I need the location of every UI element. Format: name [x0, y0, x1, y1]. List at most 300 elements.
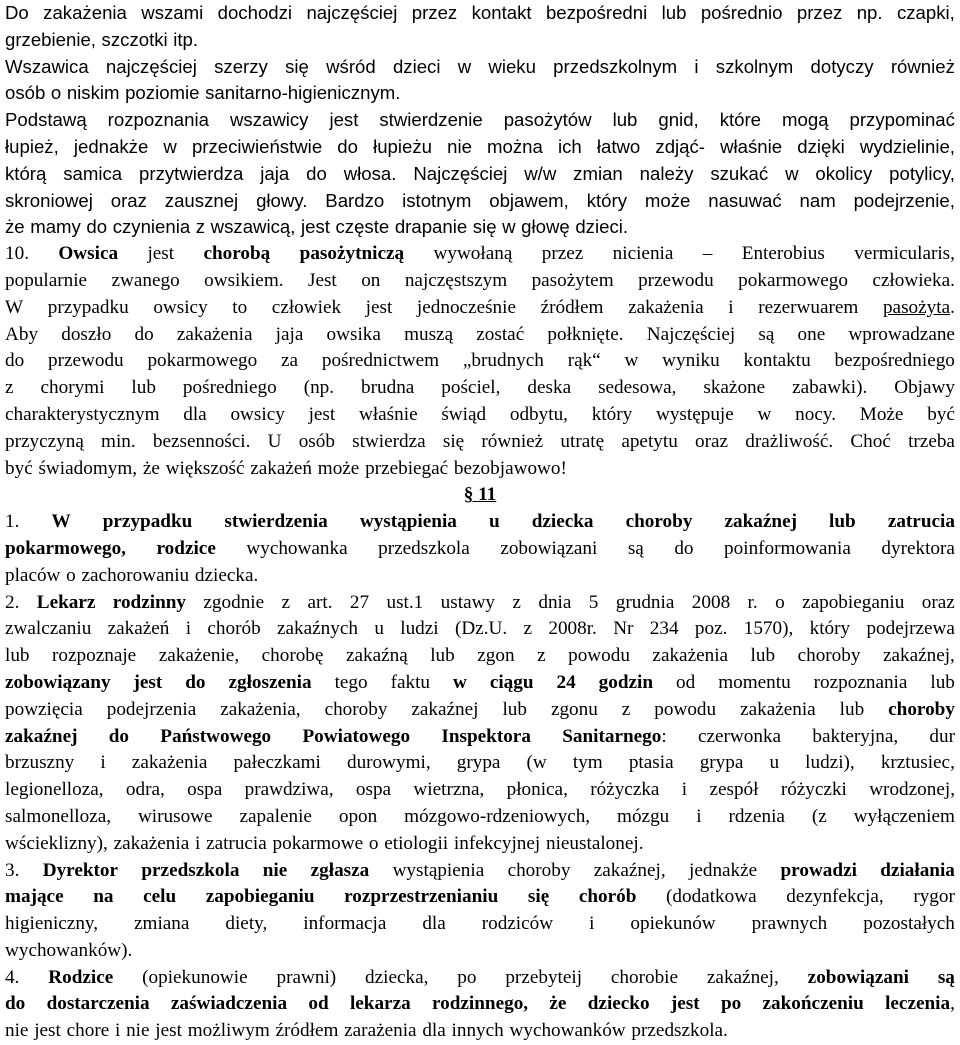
word-text: osób [5, 82, 46, 104]
word [613, 616, 633, 643]
word-text: innych [451, 1020, 504, 1042]
word-text: pośrednio [700, 2, 783, 23]
word [621, 429, 677, 456]
word [927, 402, 955, 429]
word [744, 616, 794, 643]
word [5, 697, 83, 724]
word [304, 375, 334, 402]
word [938, 965, 955, 992]
word [488, 54, 536, 81]
word-text: mózgu [617, 805, 670, 827]
word-text: przyczyną [5, 430, 84, 452]
word-text: dzięki [797, 135, 845, 157]
word-text: dzieci. [575, 216, 629, 238]
word-text: jednakże [73, 135, 149, 157]
word [5, 295, 23, 322]
word [573, 750, 603, 777]
word [306, 161, 327, 188]
word-text: przytwierdza [139, 162, 244, 184]
word-text: pośredniego [182, 377, 277, 399]
word [638, 268, 714, 295]
text-line [5, 536, 955, 563]
word-text: pasożytem [531, 269, 614, 291]
word-text: stwierdzenia [224, 511, 328, 533]
word [5, 670, 111, 697]
word [850, 107, 955, 134]
word [52, 643, 136, 670]
word [869, 777, 955, 804]
word [489, 509, 500, 536]
word [579, 884, 637, 911]
word [5, 590, 19, 617]
word [573, 161, 623, 188]
word-text: rodzice [156, 537, 216, 559]
word [814, 670, 908, 697]
word [301, 214, 330, 241]
word-text: zakażenia [176, 323, 253, 345]
word-text: bezsenności. [152, 430, 251, 452]
word-text: rozpoznania [813, 671, 908, 693]
word [143, 456, 160, 483]
word-text: dezynfekcja, [786, 886, 884, 908]
word [742, 241, 825, 268]
word-text: r. [747, 591, 758, 613]
word-text: lub [502, 698, 527, 720]
word-text: min. [101, 430, 136, 452]
word-text: również [890, 55, 955, 77]
word [588, 991, 650, 1018]
word [344, 1018, 416, 1045]
word-text: lub [5, 645, 30, 667]
text-line [5, 80, 955, 107]
word [411, 697, 478, 724]
word-text: np. [856, 2, 883, 23]
word-text: 10. [5, 243, 29, 265]
word [751, 643, 776, 670]
word [5, 911, 98, 938]
text-line [5, 348, 955, 375]
word-text: i [728, 296, 734, 318]
word-text: stwierdza [352, 430, 426, 452]
word [311, 858, 370, 885]
word-text: który [591, 403, 633, 425]
word-text: podejrzenie, [853, 189, 955, 211]
word [562, 724, 667, 751]
word-text: oraz [695, 430, 729, 452]
word-text: rodzinny [112, 591, 187, 613]
word-text: (Dz.U. [454, 618, 508, 640]
word-text: pokarmowego [738, 269, 848, 291]
word-text: przebiegać [365, 457, 449, 479]
word [113, 214, 191, 241]
word-text: przypadku [47, 296, 129, 318]
word [897, 0, 955, 27]
word-text: z [281, 591, 291, 613]
word [203, 241, 270, 268]
word [834, 348, 954, 375]
word [589, 590, 599, 617]
word [464, 482, 497, 509]
word [268, 429, 282, 456]
word [656, 402, 734, 429]
word [335, 670, 368, 697]
word-text: do [5, 993, 26, 1015]
word [214, 54, 268, 81]
word-text: z [5, 377, 14, 399]
word-text: 1. [5, 511, 20, 533]
word-text: lub [430, 645, 455, 667]
word [611, 965, 678, 992]
word [352, 429, 426, 456]
word-text: § 11 [463, 484, 497, 506]
word-text: do [108, 725, 130, 747]
text-line [5, 777, 955, 804]
word [356, 777, 391, 804]
word-text: się [527, 886, 550, 908]
word [139, 161, 243, 188]
word [502, 214, 515, 241]
word-text: jest [670, 993, 700, 1015]
word [866, 616, 954, 643]
word [272, 295, 341, 322]
word-text: i [194, 832, 201, 854]
word [188, 1018, 270, 1045]
word-text: pośrednictwem [321, 350, 440, 372]
word [463, 348, 544, 375]
word-text: trzeba [908, 430, 955, 452]
word [378, 536, 470, 563]
word [840, 697, 865, 724]
word [628, 536, 644, 563]
word [472, 0, 532, 27]
word [273, 831, 364, 858]
word [302, 724, 410, 751]
word-text: kontaktu [743, 350, 811, 372]
word [206, 831, 267, 858]
word [102, 27, 168, 54]
word [404, 804, 590, 831]
word [5, 750, 74, 777]
word [157, 536, 216, 563]
word-text: jednocześnie [416, 296, 516, 318]
word [709, 777, 758, 804]
word-text: W [51, 511, 71, 533]
word-text: który [809, 618, 851, 640]
word [781, 858, 857, 885]
word [599, 670, 653, 697]
word [309, 402, 336, 429]
word-text: itp. [173, 28, 199, 50]
word-text: różyczka [590, 779, 660, 801]
word [575, 214, 628, 241]
word-text: przewodu [638, 269, 714, 291]
word-text: nie [5, 1020, 29, 1042]
word [386, 590, 423, 617]
word [112, 268, 180, 295]
word-text: sedesowa, [598, 377, 677, 399]
text-line [5, 991, 955, 1018]
word [628, 295, 704, 322]
word-text: u [374, 618, 384, 640]
word-text: zakaźnej, [593, 859, 666, 881]
word [701, 0, 783, 27]
word-text: może [644, 189, 691, 211]
word [166, 456, 245, 483]
word-text: zausznej [164, 189, 239, 211]
word [728, 295, 733, 322]
word-text: on [361, 269, 381, 291]
word-text: źródłem [275, 1020, 339, 1042]
word [537, 643, 546, 670]
word [5, 107, 87, 134]
word [510, 402, 568, 429]
word-text: przypominać [849, 109, 955, 131]
word-text: zakaźnych [277, 618, 358, 640]
word-text: oraz [921, 591, 955, 613]
word-text: owsicy [153, 296, 208, 318]
word [422, 1018, 445, 1045]
word [703, 375, 765, 402]
word-text: 3. [5, 859, 20, 881]
word-text: drapanie [394, 216, 468, 238]
word [239, 804, 311, 831]
text-line [5, 456, 955, 483]
word-text: owsikiem. [204, 269, 284, 291]
word-text: świadomym, [38, 457, 138, 479]
word-text: pozostałych [863, 913, 955, 935]
word [277, 965, 337, 992]
word [400, 616, 438, 643]
word-text: chorobie [610, 966, 679, 988]
word-text: występuje [655, 403, 734, 425]
word-text: (w [526, 752, 547, 774]
word-text: zakażenia, [220, 698, 301, 720]
word [510, 1018, 626, 1045]
word-text: zobowiązani [500, 537, 598, 559]
word [505, 965, 582, 992]
word-text: salmonelloza, [5, 805, 112, 827]
word-text: Choć [850, 430, 891, 452]
word [716, 54, 794, 81]
word [276, 322, 304, 349]
word [322, 348, 439, 375]
word [405, 268, 507, 295]
word [5, 134, 59, 161]
word-text: 2. [5, 591, 20, 613]
word [326, 54, 376, 81]
word-text: przedszkola [141, 859, 240, 881]
word [507, 777, 568, 804]
word-text: głowy. [256, 189, 308, 211]
word-text: ospa [187, 779, 223, 801]
word [5, 536, 126, 563]
word [908, 429, 955, 456]
word-text: zapobieganiu [802, 591, 905, 613]
word [374, 616, 384, 643]
word [597, 134, 640, 161]
word [225, 911, 267, 938]
word-text: 2008r. [548, 618, 597, 640]
word [402, 188, 471, 215]
word-text: higieniczny, [5, 913, 99, 935]
word [758, 295, 858, 322]
word [67, 1018, 110, 1045]
word [655, 134, 705, 161]
word [134, 670, 163, 697]
word [336, 214, 390, 241]
word-text: w [453, 671, 467, 693]
word-text: zmiana [134, 913, 190, 935]
word-text: rodzinnego, [431, 993, 529, 1015]
word-text: zakażenia [628, 296, 704, 318]
word [613, 241, 674, 268]
word [487, 134, 543, 161]
word [829, 509, 856, 536]
word [306, 0, 397, 27]
word-text: czapki, [896, 2, 955, 23]
word-text: można [487, 135, 543, 157]
word [700, 750, 744, 777]
word-text: zgłasza [310, 859, 370, 881]
word-text: faktu [390, 671, 431, 693]
word-text: zobowiązany [5, 671, 111, 693]
word-text: z [621, 698, 631, 720]
word-text: w [624, 350, 639, 372]
word-text: prawni) [276, 966, 337, 988]
word [443, 429, 464, 456]
word [922, 590, 955, 617]
word [82, 563, 190, 590]
word-text: od [676, 671, 696, 693]
word-text: wystąpienia [392, 859, 485, 881]
word-text: 234 [649, 618, 679, 640]
word [682, 777, 687, 804]
word-text: wszawicy [229, 109, 309, 131]
word [365, 965, 428, 992]
word-text: być [5, 457, 33, 479]
word-text: od [308, 993, 329, 1015]
text-line [5, 27, 955, 54]
word [626, 509, 693, 536]
word-text: ptasia [628, 752, 674, 774]
word-text: wyłączeniem [853, 805, 955, 827]
word-text: przez [541, 243, 584, 265]
word-text: zakażenie, [158, 645, 240, 667]
word-text: legionelloza, [5, 779, 104, 801]
word-text: U [267, 430, 282, 452]
word [630, 911, 715, 938]
text-line [5, 241, 955, 268]
word-text: – [702, 243, 713, 265]
word [725, 509, 797, 536]
word [224, 509, 327, 536]
word [250, 456, 312, 483]
word [553, 54, 677, 81]
word [785, 161, 798, 188]
word-text: o [66, 564, 76, 586]
word [308, 991, 328, 1018]
word [453, 670, 467, 697]
word-text: u [769, 752, 780, 774]
word [391, 670, 430, 697]
word-text: zgodnie [203, 591, 265, 613]
word [616, 590, 675, 617]
word [441, 724, 531, 751]
word [143, 884, 176, 911]
word-text: (np. [303, 377, 335, 399]
word [489, 188, 569, 215]
word-text: wrodzonej, [869, 779, 955, 801]
word-text: osób [298, 430, 335, 452]
word [888, 509, 955, 536]
word [220, 697, 300, 724]
word-text: drażliwość. [745, 430, 834, 452]
word-text: rozpoznania [107, 109, 209, 131]
word-text: ospa [355, 779, 392, 801]
word-text: dyrektora [881, 537, 955, 559]
word-text: skroniowej [5, 189, 93, 211]
word [532, 509, 594, 536]
word [808, 965, 909, 992]
word-text: nicienia [612, 243, 674, 265]
word-text: informacja [303, 913, 387, 935]
word [373, 134, 432, 161]
word-text: szkolnym [715, 55, 794, 77]
word-text: bezobjawowo! [453, 457, 567, 479]
word [676, 670, 695, 697]
word [171, 991, 287, 1018]
text-line [5, 965, 955, 992]
word [61, 322, 111, 349]
word [883, 643, 955, 670]
word-text: nie [126, 1020, 150, 1042]
word [645, 188, 690, 215]
word-text: jaja [260, 162, 290, 184]
word-text: i [696, 805, 702, 827]
word [37, 590, 96, 617]
word [107, 697, 197, 724]
word-text: że [549, 993, 567, 1015]
word-text: się [442, 430, 465, 452]
word-text: w [163, 135, 177, 157]
word [5, 80, 45, 107]
word-text: przedszkola [378, 537, 470, 559]
word-text: okolicy [815, 162, 873, 184]
word-text: wszami [141, 2, 204, 23]
word [111, 188, 147, 215]
word [5, 375, 14, 402]
word [5, 348, 24, 375]
word-text: i [694, 55, 699, 77]
word-text: zakaźnej, [706, 966, 779, 988]
word [721, 991, 741, 1018]
word-text: zobowiązani [807, 966, 909, 988]
word-text: wystąpienia [359, 511, 457, 533]
word-text: zakaźnej, [882, 645, 955, 667]
word-text: opon [338, 805, 378, 827]
word [5, 858, 19, 885]
word-text: jaja [275, 323, 304, 345]
word [125, 80, 199, 107]
word-text: chorobą [203, 243, 271, 265]
word-text: pałeczkami [233, 752, 321, 774]
word [350, 590, 369, 617]
word-text: głowę [521, 216, 570, 238]
word [694, 54, 698, 81]
word [662, 0, 687, 27]
word-text: choroby [625, 511, 693, 533]
word-text: przedszkola. [631, 1020, 728, 1042]
